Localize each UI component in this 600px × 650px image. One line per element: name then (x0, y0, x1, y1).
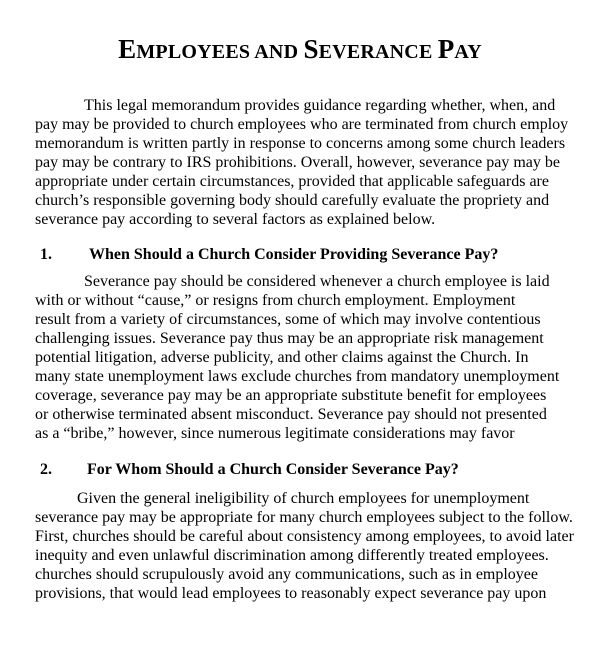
section-1-line: challenging issues. Severance pay thus may be an appropriate risk management (35, 330, 544, 347)
title-part-3: AY (454, 41, 482, 63)
section-1-line: potential litigation, adverse publicity, and other claims against the Church. In (35, 349, 529, 366)
intro-line: severance pay according to several factors as explained below. (35, 211, 436, 228)
title-initial-p: P (437, 34, 455, 64)
intro-line: appropriate under certain circumstances, provided that applicable safeguards are (35, 173, 549, 190)
intro-line: pay may be provided to church employees who are terminated from church employ (35, 116, 569, 133)
section-2-number: 2. (40, 461, 52, 478)
section-1-line: many state unemployment laws exclude churches from mandatory unemployment (35, 368, 560, 385)
section-1-line: or otherwise terminated absent misconduct. Severance pay should not presented (35, 406, 547, 423)
title-initial-s: S (303, 34, 319, 64)
intro-line: pay may be contrary to IRS prohibitions. Overall, however, severance pay may be (35, 154, 560, 171)
section-1-number: 1. (40, 246, 52, 263)
intro-line: memorandum is written partly in response to concerns among some church leaders (35, 135, 566, 152)
intro-line: church’s responsible governing body should carefully evaluate the propriety and (35, 192, 550, 209)
title-part-2: EVERANCE (318, 41, 438, 63)
section-1-heading: When Should a Church Consider Providing Severance Pay? (89, 246, 499, 263)
section-2-heading: For Whom Should a Church Consider Severance Pay? (87, 461, 459, 478)
section-1-line: coverage, severance pay may be an appropriate substitute benefit for employees (35, 387, 547, 404)
section-1-line: as a “bribe,” however, since numerous legitimate considerations may favor (35, 425, 515, 442)
title-initial-e: E (118, 34, 137, 64)
intro-line: This legal memorandum provides guidance regarding whether, when, and (84, 97, 556, 114)
section-2-line: provisions, that would lead employees to reasonably expect severance pay upon (35, 585, 547, 602)
section-1-line: Severance pay should be considered whenever a church employee is laid (84, 273, 550, 290)
section-2-line: inequity and even unlawful discrimination among differently treated employees. (35, 547, 549, 564)
title-part-1: MPLOYEES AND (136, 41, 304, 63)
section-2-line: Given the general ineligibility of church employees for unemployment (77, 490, 530, 507)
section-2-line: churches should scrupulously avoid any communications, such as in employee (35, 566, 539, 583)
section-1-line: with or without “cause,” or resigns from church employment. Employment (35, 292, 516, 309)
page-title (0, 34, 600, 65)
section-1-line: result from a variety of circumstances, some of which may involve contentious (35, 311, 541, 328)
section-2-line: severance pay may be appropriate for many church employees subject to the follow. (35, 509, 573, 526)
section-2-line: First, churches should be careful about consistency among employees, to avoid later (35, 528, 574, 545)
